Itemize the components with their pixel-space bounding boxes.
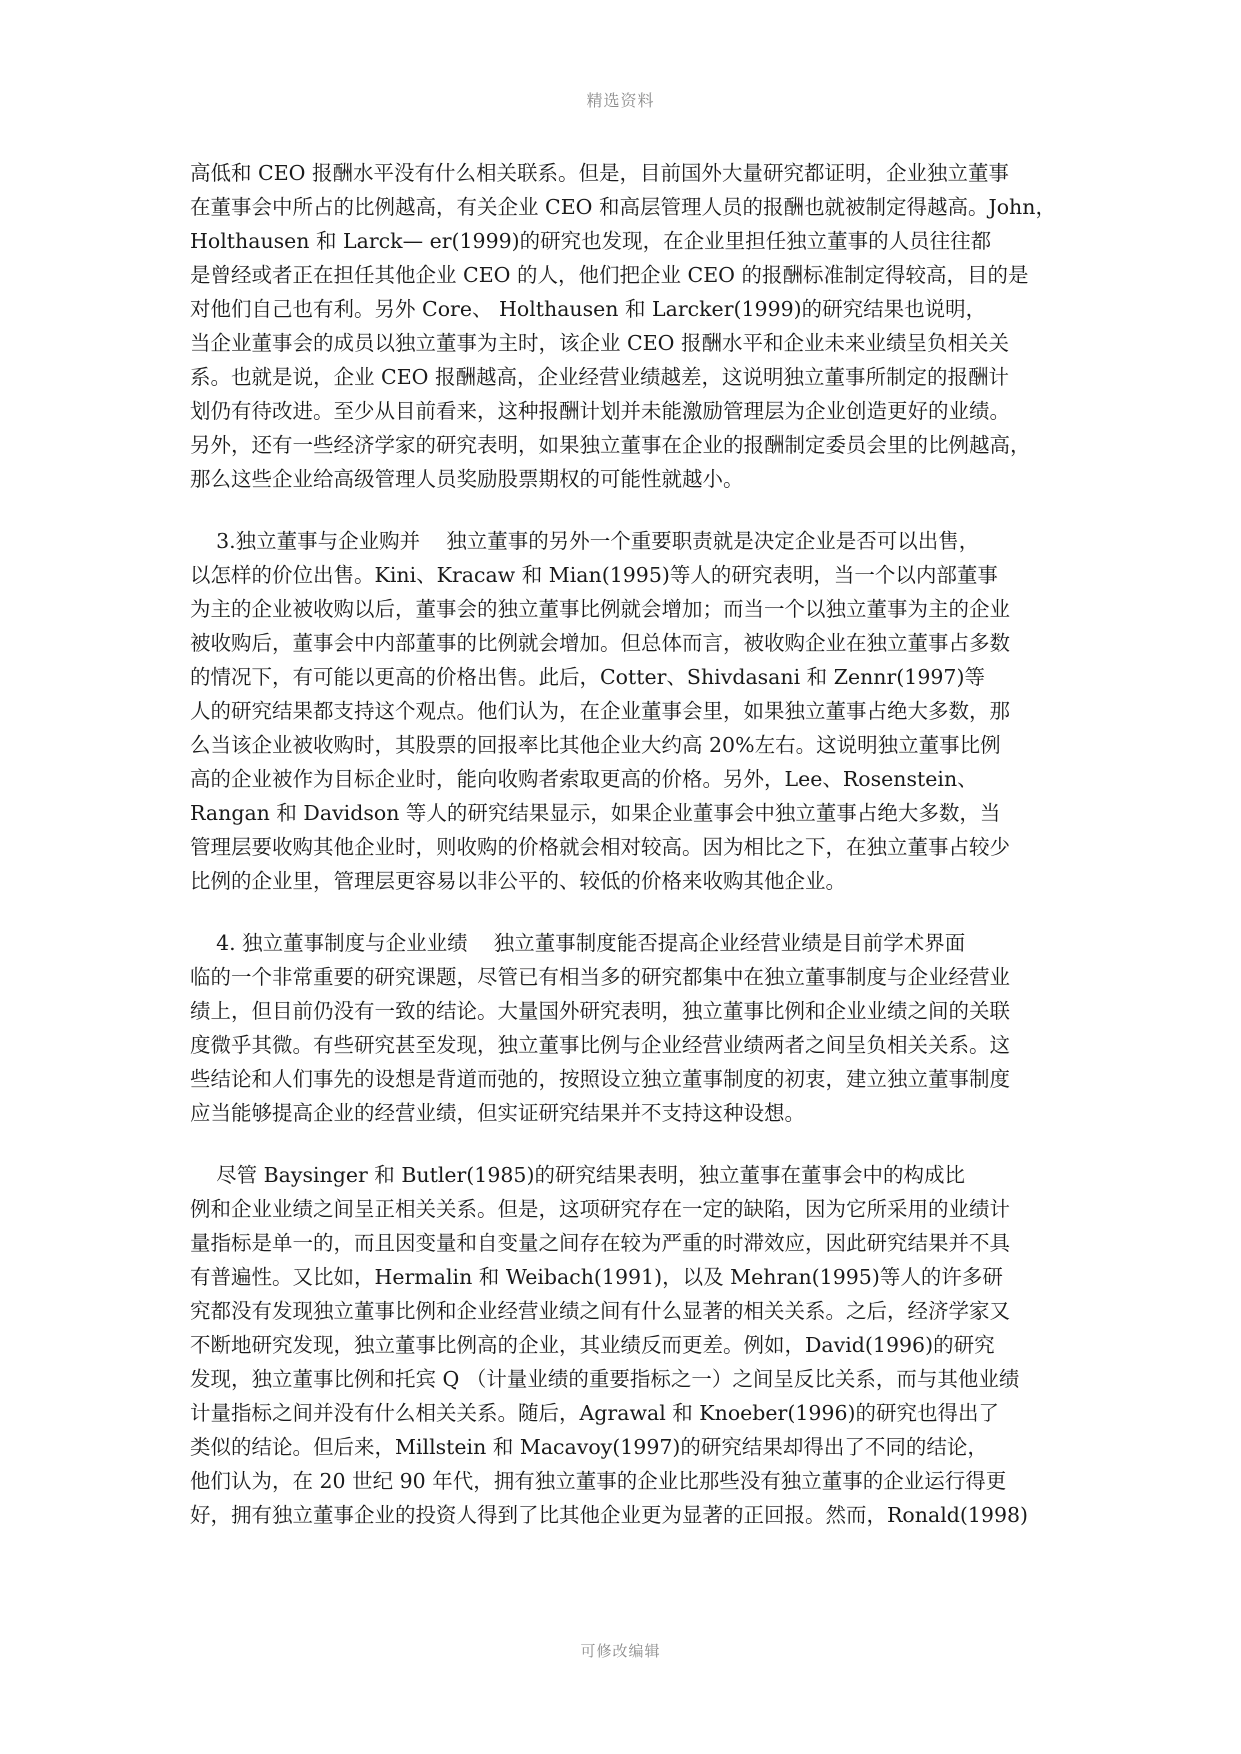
section-heading-line: 4. 独立董事制度与企业业绩 独立董事制度能否提高企业经营业绩是目前学术界面 <box>190 931 966 955</box>
text-line: 以怎样的价位出售。Kini、Kracaw 和 Mian(1995)等人的研究表明，当一个以内部董事 <box>190 563 998 587</box>
text-line: 不断地研究发现，独立董事比例高的企业，其业绩反而更差。例如，David(1996)的研究 <box>190 1333 995 1357</box>
text-line: Rangan 和 Davidson 等人的研究结果显示，如果企业董事会中独立董事占绝大多数，当 <box>190 801 1001 825</box>
text-line: 是曾经或者正在担任其他企业 CEO 的人，他们把企业 CEO 的报酬标准制定得较高，目的是 <box>190 263 1029 287</box>
text-line: 好，拥有独立董事企业的投资人得到了比其他企业更为显著的正回报。然而，Ronald(1998) <box>190 1503 1029 1527</box>
text-line: 高的企业被作为目标企业时，能向收购者索取更高的价格。另外，Lee、Rosenstein、 <box>190 767 978 791</box>
paragraph-mergers <box>190 524 1070 898</box>
page-footer: 可修改编辑 <box>580 1642 661 1660</box>
text-line: 对他们自己也有利。另外 Core、 Holthausen 和 Larcker(1999)的研究结果也说明， <box>190 297 987 321</box>
text-line: 比例的企业里，管理层更容易以非公平的、较低的价格来收购其他企业。 <box>190 869 846 893</box>
text-line: 那么这些企业给高级管理人员奖励股票期权的可能性就越小。 <box>190 467 744 491</box>
text-line: 么当该企业被收购时，其股票的回报率比其他企业大约高 20%左右。这说明独立董事比例 <box>190 733 1001 757</box>
text-line: 的情况下，有可能以更高的价格出售。此后，Cotter、Shivdasani 和 Zennr(1997)等 <box>190 665 985 689</box>
text-line: 高低和 CEO 报酬水平没有什么相关联系。但是，目前国外大量研究都证明，企业独立董事 <box>190 161 1009 185</box>
text-line: 应当能够提高企业的经营业绩，但实证研究结果并不支持这种设想。 <box>190 1101 805 1125</box>
text-line: Holthausen 和 Larck— er(1999)的研究也发现，在企业里担任独立董事的人员往往都 <box>190 229 992 253</box>
text-line: 为主的企业被收购以后，董事会的独立董事比例就会增加；而当一个以独立董事为主的企业 <box>190 597 1010 621</box>
text-line: 系。也就是说，企业 CEO 报酬越高，企业经营业绩越差，这说明独立董事所制定的报酬计 <box>190 365 1009 389</box>
text-line: 究都没有发现独立董事比例和企业经营业绩之间有什么显著的相关关系。之后，经济学家又 <box>190 1299 1010 1323</box>
paragraph-ceo-compensation <box>190 156 1070 496</box>
text-line: 划仍有待改进。至少从目前看来，这种报酬计划并未能激励管理层为企业创造更好的业绩。 <box>190 399 1010 423</box>
text-line: 当企业董事会的成员以独立董事为主时，该企业 CEO 报酬水平和企业未来业绩呈负相关关 <box>190 331 1009 355</box>
text-line: 发现，独立董事比例和托宾 Q （计量业绩的重要指标之一）之间呈反比关系，而与其他业绩 <box>190 1367 1020 1391</box>
page-header: 精选资料 <box>586 91 655 110</box>
text-line: 另外，还有一些经济学家的研究表明，如果独立董事在企业的报酬制定委员会里的比例越高， <box>190 433 1031 457</box>
text-line: 他们认为，在 20 世纪 90 年代，拥有独立董事的企业比那些没有独立董事的企业运行得更 <box>190 1469 1007 1493</box>
text-line: 有普遍性。又比如，Hermalin 和 Weibach(1991)，以及 Mehran(1995)等人的许多研 <box>190 1265 1003 1289</box>
text-line: 临的一个非常重要的研究课题，尽管已有相当多的研究都集中在独立董事制度与企业经营业 <box>190 965 1010 989</box>
text-line: 绩上，但目前仍没有一致的结论。大量国外研究表明，独立董事比例和企业业绩之间的关联 <box>190 999 1010 1023</box>
text-line: 在董事会中所占的比例越高，有关企业 CEO 和高层管理人员的报酬也就被制定得越高。John， <box>190 195 1056 219</box>
section-heading-line: 3.独立董事与企业购并 独立董事的另外一个重要职责就是决定企业是否可以出售， <box>190 529 980 553</box>
text-line: 量指标是单一的，而且因变量和自变量之间存在较为严重的时滞效应，因此研究结果并不具 <box>190 1231 1010 1255</box>
text-line: 计量指标之间并没有什么相关关系。随后，Agrawal 和 Knoeber(1996)的研究也得出了 <box>190 1401 1000 1425</box>
text-line: 些结论和人们事先的设想是背道而弛的，按照设立独立董事制度的初衷，建立独立董事制度 <box>190 1067 1010 1091</box>
text-line: 管理层要收购其他企业时，则收购的价格就会相对较高。因为相比之下，在独立董事占较少 <box>190 835 1010 859</box>
text-line: 例和企业业绩之间呈正相关关系。但是，这项研究存在一定的缺陷，因为它所采用的业绩计 <box>190 1197 1010 1221</box>
text-line: 被收购后，董事会中内部董事的比例就会增加。但总体而言，被收购企业在独立董事占多数 <box>190 631 1010 655</box>
text-line: 类似的结论。但后来，Millstein 和 Macavoy(1997)的研究结果却得出了不同的结论， <box>190 1435 988 1459</box>
text-line: 人的研究结果都支持这个观点。他们认为，在企业董事会里，如果独立董事占绝大多数，那 <box>190 699 1010 723</box>
paragraph-empirical-studies <box>190 1158 1070 1532</box>
paragraph-performance <box>190 926 1070 1130</box>
text-line: 度微乎其微。有些研究甚至发现，独立董事比例与企业经营业绩两者之间呈负相关关系。这 <box>190 1033 1010 1057</box>
text-line: 尽管 Baysinger 和 Butler(1985)的研究结果表明，独立董事在董事会中的构成比 <box>190 1163 965 1187</box>
document-body <box>190 156 1070 1560</box>
